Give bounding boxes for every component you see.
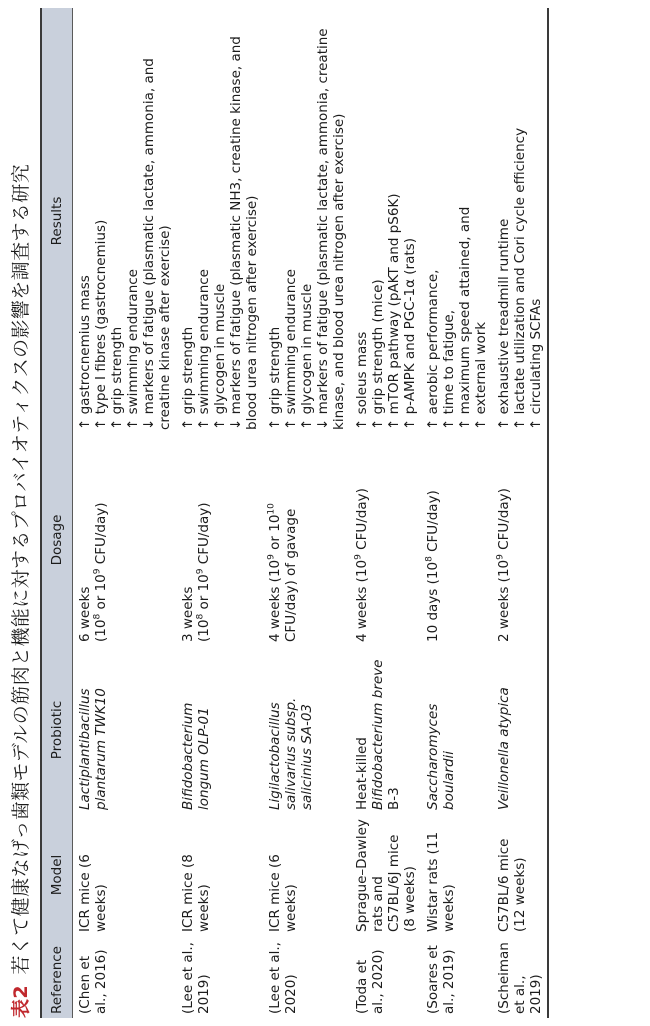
header-results: Results [41, 8, 73, 434]
reference-cell: (Lee et al., 2019) [180, 942, 212, 1014]
dosage-exponent: 9 [266, 554, 277, 560]
result-item: ↑ grip strength [180, 326, 196, 430]
dosage-text: CFU/day) of gavage [283, 508, 299, 642]
dosage-exponent: 9 [92, 568, 103, 575]
probiotic-cell: Ligilactobacillus salivarius subsp. salicinius SA-03 [267, 697, 315, 810]
dosage-text: 4 weeks (10 [354, 559, 370, 642]
result-item: ↑ swimming endurance [125, 269, 141, 430]
dosage-exponent: 9 [353, 554, 364, 560]
result-item: ↑ aerobic performance, [425, 269, 441, 430]
table-row [176, 8, 263, 1018]
result-item: ↑ lactate utilization and Cori cycle efficiency [512, 127, 528, 430]
dosage-text: CFU/day) [93, 502, 109, 569]
dosage-cell [263, 434, 350, 646]
dosage-duration: 6 weeks [77, 586, 93, 642]
dosage-exponent: 8 [92, 613, 103, 620]
model-cell: Wistar rats (11 weeks) [425, 831, 457, 932]
result-item: ↑ exhaustive treadmill runtime [496, 218, 512, 430]
dosage-text: or 10 [93, 574, 109, 614]
model-cell: Sprague–Dawley rats and C57BL/6J mice (8 weeks) [354, 819, 418, 932]
dosage-text: CFU/day) [196, 502, 212, 569]
table-row [421, 8, 492, 1018]
dosage-cell [73, 434, 177, 646]
result-item: ↑ glycogen in muscle [299, 283, 315, 430]
result-item: ↑ grip strength [267, 326, 283, 430]
table-row [263, 8, 350, 1018]
reference-cell: (Soares et al., 2019) [425, 945, 457, 1014]
dosage-exponent: 10 [266, 503, 277, 515]
dosage-cell [176, 434, 263, 646]
dosage-duration: 3 weeks [180, 586, 196, 642]
result-item: ↑ glycogen in muscle [212, 283, 228, 430]
dosage-text: 10 days (10 [425, 561, 441, 642]
dosage-exponent: 9 [195, 568, 206, 575]
model-cell: ICR mice (8 weeks) [180, 854, 212, 932]
results-cell [421, 8, 492, 434]
dosage-text: CFU/day) [425, 490, 441, 557]
probiotic-cell [350, 646, 421, 814]
probiotic-cell: Veillonella atypica [492, 646, 548, 814]
result-item: ↑ maximum speed attained, and [457, 206, 473, 430]
model-cell: ICR mice (6 weeks) [267, 854, 299, 932]
dosage-text: (10 [196, 619, 212, 642]
table-row [492, 8, 548, 1018]
model-cell: C57BL/6 mice (12 weeks) [492, 814, 548, 936]
dosage-text: or 10 [267, 514, 283, 555]
header-dosage: Dosage [41, 434, 73, 646]
probiotics-table [40, 8, 549, 1018]
dosage-text: (10 [93, 619, 109, 642]
result-item: ↑ gastrocnemius mass [77, 275, 93, 430]
reference-cell: (Scheiman et al., 2019) [492, 936, 548, 1018]
dosage-exponent: 8 [424, 556, 435, 562]
dosage-text: or 10 [196, 574, 212, 614]
result-item: ↑ time to fatigue, [441, 309, 457, 430]
result-item: ↑ external work [473, 321, 489, 430]
table-row [350, 8, 421, 1018]
dosage-text: CFU/day) [354, 488, 370, 555]
result-item: ↓ markers of fatigue (plasmatic lactate, ammonia, creatine kinase, and blood urea nitrogen after exercise) [315, 28, 347, 430]
results-cell [176, 8, 263, 434]
result-item: ↑ type I fibres (gastrocnemius) [93, 219, 109, 430]
results-cell [73, 8, 177, 434]
header-probiotic: Probiotic [41, 646, 73, 814]
results-cell [263, 8, 350, 434]
model-cell: ICR mice (6 weeks) [77, 854, 109, 932]
header-model: Model [41, 814, 73, 936]
result-item: ↑ circulating SCFAs [528, 298, 544, 430]
reference-cell: (Lee et al., 2020) [267, 942, 299, 1014]
result-item: ↑ p-AMPK and PGC-1α (rats) [402, 238, 418, 430]
result-item: ↑ grip strength (mice) [370, 279, 386, 430]
dosage-text: CFU/day) [496, 488, 512, 555]
result-item: ↑ swimming endurance [196, 269, 212, 430]
header-reference: Reference [41, 936, 73, 1018]
probiotic-species: Bifidobacterium breve [370, 659, 386, 810]
table-number: 表2 [10, 984, 32, 1018]
table-title: 若くて健康なげっ歯類モデルの筋肉と機能に対するプロバイオティクスの影響を調査する研究 [10, 163, 32, 975]
dosage-cell [350, 434, 421, 646]
results-cell [350, 8, 421, 434]
dosage-cell [492, 434, 548, 646]
probiotic-cell: Bifidobacterium longum OLP-01 [180, 702, 212, 810]
reference-cell: (Chen et al., 2016) [77, 949, 109, 1014]
result-item: ↑ grip strength [109, 326, 125, 430]
result-item: ↑ mTOR pathway (pAKT and pS6K) [386, 193, 402, 430]
result-item: ↓ markers of fatigue (plasmatic lactate, ammonia, and creatine kinase after exercise) [141, 58, 173, 430]
dosage-exponent: 8 [195, 613, 206, 620]
table-row [73, 8, 177, 1018]
probiotic-cell: Lactiplantibacillus plantarum TWK10 [77, 688, 109, 810]
header-row [41, 8, 73, 1018]
probiotic-cell: Saccharomyces boulardii [425, 703, 457, 810]
result-item: ↑ swimming endurance [283, 269, 299, 430]
dosage-cell [421, 434, 492, 646]
dosage-text: 2 weeks (10 [496, 559, 512, 642]
probiotic-strain: B-3 [386, 787, 402, 810]
dosage-exponent: 9 [495, 554, 506, 560]
result-item: ↓ markers of fatigue (plasmatic NH3, creatine kinase, and blood urea nitrogen after exercise) [228, 36, 260, 430]
results-cell [492, 8, 548, 434]
result-item: ↑ soleus mass [354, 331, 370, 430]
table-caption [6, 8, 33, 1018]
probiotic-prefix: Heat-killed [354, 737, 370, 810]
reference-cell: (Toda et al., 2020) [354, 949, 386, 1014]
dosage-text: 4 weeks (10 [267, 559, 283, 642]
